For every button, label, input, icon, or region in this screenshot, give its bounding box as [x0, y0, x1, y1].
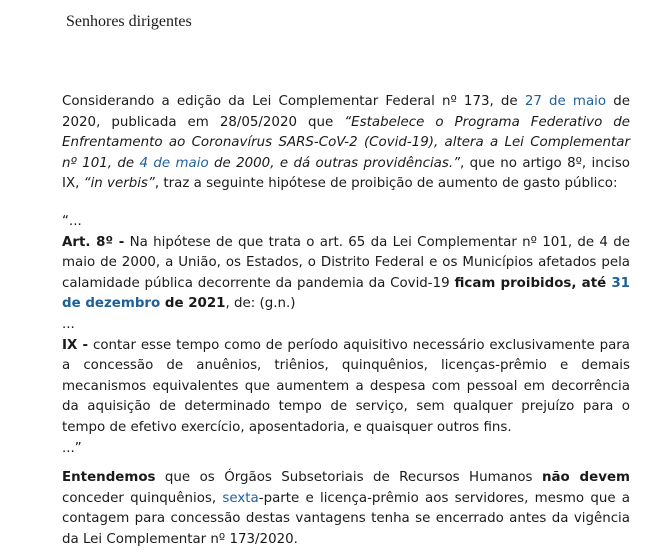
salutation: Senhores dirigentes: [66, 13, 192, 30]
date-link-31-dezembro[interactable]: 31 de dezembro: [62, 275, 630, 312]
nao-devem-label: não devem: [541, 470, 630, 485]
article-8-text-1: Na hipótese de que trata o art. 65 da Lei Complementar nº 101, de 4 de maio de 2000, a União, os Estados, o Distrito Federal e os Municípios afetados pela calamidade pública decorrente da pandemia da Covid-19: [62, 234, 630, 291]
quote-open: “...: [62, 214, 82, 229]
article-8-bold-year: de 2021: [160, 296, 226, 312]
article-8: [62, 233, 630, 315]
conclusion-text-2: conceder quinquênios,: [62, 490, 223, 506]
quote-ellipsis: ...: [62, 316, 75, 332]
inciso-ix-text: contar esse tempo como de período aquisitivo necessário exclusivamente para a concessão de anuênios, triênios, quinquênios, licenças-prêmio e demais mecanismos equivalentes que aumentem a despesa com pessoal em decorrência da aquisição de determinado tempo de serviço, sem qualquer prejuízo para o tempo de efetivo exercício, aposentadoria, e quaisquer outros fins.: [62, 337, 630, 435]
sexta-link[interactable]: sexta: [222, 490, 259, 506]
in-verbis: “in verbis”: [83, 176, 155, 192]
article-8-text-2: , de: (g.n.): [225, 296, 296, 312]
date-link-27-maio[interactable]: 27 de maio: [524, 94, 607, 109]
date-link-4-maio[interactable]: 4 de maio: [139, 155, 209, 171]
entendemos-label: Entendemos: [62, 470, 156, 485]
intro-text-4: , traz a seguinte hipótese de proibição de aumento de gasto público:: [154, 176, 618, 192]
law-summary-quote-b: de 2000, e dá outras providências.”: [208, 155, 461, 171]
article-8-label: Art. 8º -: [62, 234, 125, 250]
quote-close: ...”: [62, 440, 82, 456]
intro-paragraph: [62, 92, 630, 195]
conclusion-paragraph: [62, 468, 630, 550]
intro-text-2: de 2020, publicada em 28/05/2020 que: [62, 94, 630, 130]
law-summary-quote-a: “Estabelece o Programa Federativo de Enfrentamento ao Coronavírus SARS-CoV-2 (Covid-19), altera a Lei Complementar nº 101, de: [62, 114, 631, 171]
legal-quote-block: [62, 212, 630, 459]
inciso-ix: [62, 336, 630, 439]
conclusion-text-1: que os Órgãos Subsetoriais de Recursos Humanos: [155, 470, 542, 485]
inciso-ix-label: IX -: [62, 337, 89, 353]
intro-text-1: Considerando a edição da Lei Complementar Federal nº 173, de: [62, 94, 525, 109]
article-8-bold: ficam proibidos, até: [454, 275, 612, 291]
intro-text-3: , que no artigo 8º, inciso IX,: [62, 155, 630, 192]
conclusion-text-3: -parte e licença-prêmio aos servidores, mesmo que a contagem para concessão destas vantagens tenha se encerrado antes da vigência da Lei Complementar nº 173/2020.: [62, 490, 630, 547]
